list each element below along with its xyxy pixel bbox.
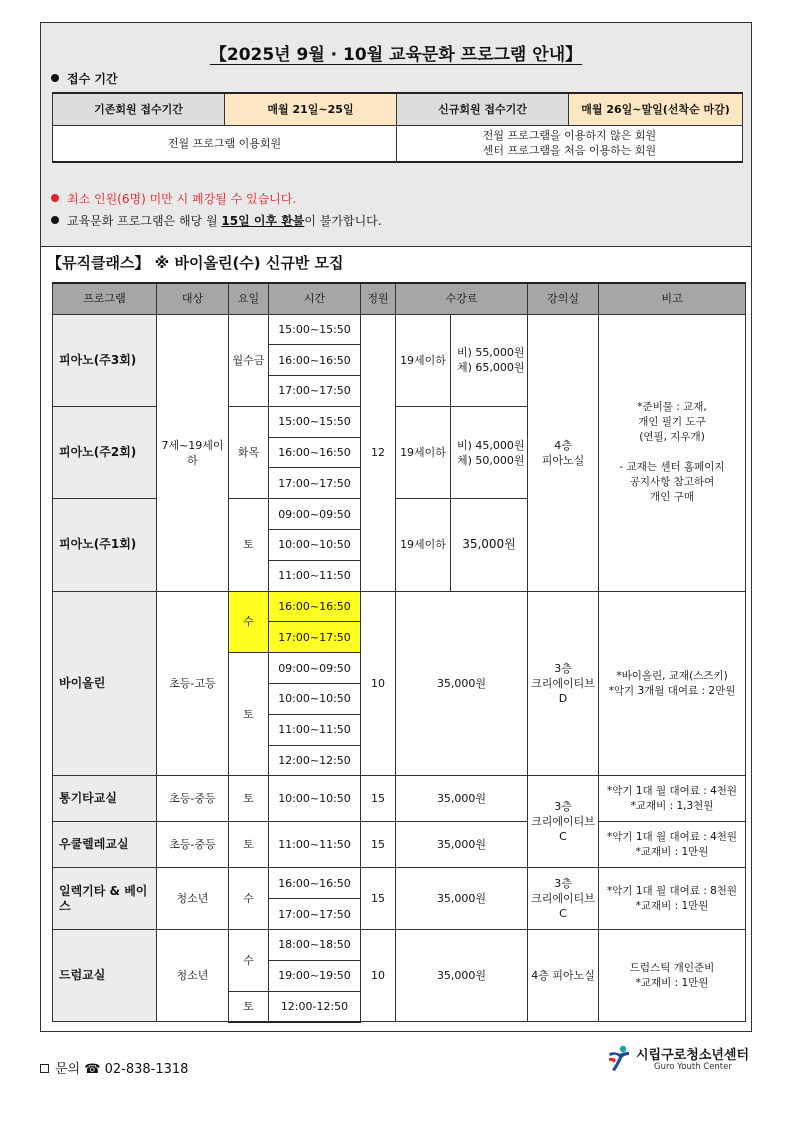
table-row [53, 591, 746, 622]
electric-room: 3층 크리에이티브 C [528, 868, 599, 930]
time-slot: 12:00-12:50 [269, 991, 361, 1022]
piano-3x-fee: 비) 55,000원 체) 65,000원 [451, 314, 528, 406]
bullet-icon [51, 194, 59, 202]
header-note: 비고 [599, 283, 746, 314]
header-time: 시간 [269, 283, 361, 314]
piano-note: *준비물 : 교재, 개인 필기 도구 (연필, 지우개) - 교재는 센터 홈페이지 공지사항 참고하여 개인 구매 [599, 314, 746, 591]
piano-3x-days: 월수금 [229, 314, 269, 406]
header-capacity: 정원 [361, 283, 396, 314]
intake-period-table [52, 92, 743, 163]
piano-2x-fee: 비) 45,000원 체) 50,000원 [451, 406, 528, 498]
time-slot: 11:00~11:50 [269, 714, 361, 745]
guitar-day: 토 [229, 776, 269, 822]
section-title: 【뮤직클래스】 ※ 바이올린(수) 신규반 모집 [47, 254, 344, 272]
new-period-value: 매월 26일~말일(선착순 마감) [569, 93, 743, 125]
checkbox-square-icon [40, 1064, 49, 1073]
time-slot: 15:00~15:50 [269, 314, 361, 345]
time-slot: 18:00~18:50 [269, 930, 361, 961]
guitar-fee: 35,000원 [396, 776, 528, 822]
guitar-note: *악기 1대 월 대여료 : 4천원 *교재비 : 1,3천원 [599, 776, 746, 822]
program-electric-guitar-bass: 일렉기타 & 베이스 [53, 868, 157, 930]
time-slot: 11:00~11:50 [269, 822, 361, 868]
time-slot: 11:00~11:50 [269, 560, 361, 591]
electric-fee: 35,000원 [396, 868, 528, 930]
time-slot: 17:00~17:50 [269, 899, 361, 930]
new-member-desc: 전월 프로그램을 이용하지 않은 회원 센터 프로그램을 처음 이용하는 회원 [397, 125, 743, 162]
header-target: 대상 [157, 283, 229, 314]
electric-capacity: 15 [361, 868, 396, 930]
ukulele-note: *악기 1대 월 대여료 : 4천원 *교재비 : 1만원 [599, 822, 746, 868]
phone-icon: ☎ [84, 1062, 101, 1077]
violin-day-sat: 토 [229, 653, 269, 776]
ukulele-day: 토 [229, 822, 269, 868]
header-fee: 수강료 [396, 283, 528, 314]
center-logo-subtitle: Guro Youth Center [654, 1062, 732, 1072]
period-heading: 접수 기간 [51, 70, 118, 87]
ukulele-capacity: 15 [361, 822, 396, 868]
table-row [53, 822, 746, 868]
drum-day-sat: 토 [229, 991, 269, 1022]
time-slot: 12:00~12:50 [269, 745, 361, 776]
existing-member-desc: 전월 프로그램 이용회원 [53, 125, 397, 162]
time-slot: 10:00~10:50 [269, 530, 361, 561]
piano-1x-age: 19세이하 [396, 499, 451, 591]
violin-day-wed: 수 [229, 591, 269, 653]
header-program: 프로그램 [53, 283, 157, 314]
time-slot: 15:00~15:50 [269, 406, 361, 437]
table-row [53, 314, 746, 345]
time-slot: 09:00~09:50 [269, 499, 361, 530]
new-period-label: 신규회원 접수기간 [397, 93, 569, 125]
violin-fee: 35,000원 [396, 591, 528, 776]
guitar-target: 초등-중등 [157, 776, 229, 822]
notice-refund: 교육문화 프로그램은 해당 월 15일 이후 환불이 불가합니다. [51, 212, 382, 229]
violin-capacity: 10 [361, 591, 396, 776]
ukulele-fee: 35,000원 [396, 822, 528, 868]
program-table [52, 282, 746, 1023]
violin-target: 초등-고등 [157, 591, 229, 776]
contact-phone-number: 02-838-1318 [104, 1062, 189, 1077]
drum-day-wed: 수 [229, 930, 269, 992]
intake-info-panel [41, 23, 751, 247]
piano-room: 4층 피아노실 [528, 314, 599, 591]
table-row [53, 868, 746, 899]
bullet-icon [51, 74, 59, 82]
center-logo-name: 시립구로청소년센터 [636, 1048, 750, 1063]
piano-1x-fee: 35,000원 [451, 499, 528, 591]
table-header-row [53, 283, 746, 314]
center-logo-mark-icon [606, 1044, 632, 1072]
time-slot: 10:00~10:50 [269, 684, 361, 715]
guitar-ukulele-room: 3층 크리에이티브 C [528, 776, 599, 868]
time-slot: 19:00~19:50 [269, 960, 361, 991]
existing-period-label: 기존회원 접수기간 [53, 93, 225, 125]
time-slot: 10:00~10:50 [269, 776, 361, 822]
program-drum: 드럼교실 [53, 930, 157, 1022]
ukulele-target: 초등-중등 [157, 822, 229, 868]
program-acoustic-guitar: 통기타교실 [53, 776, 157, 822]
piano-3x-age: 19세이하 [396, 314, 451, 406]
time-slot: 16:00~16:50 [269, 868, 361, 899]
piano-1x-days: 토 [229, 499, 269, 591]
program-piano-1x: 피아노(주1회) [53, 499, 157, 591]
drum-capacity: 10 [361, 930, 396, 1022]
contact-info: 문의 ☎ 02-838-1318 [40, 1058, 188, 1077]
violin-room: 3층 크리에이티브 D [528, 591, 599, 776]
electric-day: 수 [229, 868, 269, 930]
center-logo [606, 1043, 756, 1075]
notice-frame [40, 22, 752, 1032]
time-slot-new-class: 17:00~17:50 [269, 622, 361, 653]
page-title: 【2025년 9월 · 10월 교육문화 프로그램 안내】 [209, 45, 583, 65]
notice-min-enrollment: 최소 인원(6명) 미만 시 폐강될 수 있습니다. [51, 190, 296, 207]
electric-target: 청소년 [157, 868, 229, 930]
table-row [53, 930, 746, 961]
header-room: 강의실 [528, 283, 599, 314]
program-ukulele: 우쿨렐레교실 [53, 822, 157, 868]
guitar-capacity: 15 [361, 776, 396, 822]
piano-capacity: 12 [361, 314, 396, 591]
time-slot: 16:00~16:50 [269, 345, 361, 376]
time-slot: 09:00~09:50 [269, 653, 361, 684]
piano-2x-age: 19세이하 [396, 406, 451, 498]
time-slot: 17:00~17:50 [269, 468, 361, 499]
drum-fee: 35,000원 [396, 930, 528, 1022]
program-piano-2x: 피아노(주2회) [53, 406, 157, 498]
piano-target: 7세~19세이하 [157, 314, 229, 591]
program-piano-3x: 피아노(주3회) [53, 314, 157, 406]
violin-note: *바이올린, 교재(스즈키) *악기 3개월 대여료 : 2만원 [599, 591, 746, 776]
bullet-icon [51, 216, 59, 224]
time-slot-new-class: 16:00~16:50 [269, 591, 361, 622]
existing-period-value: 매월 21일~25일 [225, 93, 397, 125]
electric-note: *악기 1대 월 대여료 : 8천원 *교재비 : 1만원 [599, 868, 746, 930]
drum-note: 드럼스틱 개인준비 *교재비 : 1만원 [599, 930, 746, 1022]
program-violin: 바이올린 [53, 591, 157, 776]
drum-target: 청소년 [157, 930, 229, 1022]
table-row [53, 776, 746, 822]
time-slot: 16:00~16:50 [269, 437, 361, 468]
piano-2x-days: 화목 [229, 406, 269, 498]
time-slot: 17:00~17:50 [269, 376, 361, 407]
drum-room: 4층 피아노실 [528, 930, 599, 1022]
header-day: 요일 [229, 283, 269, 314]
